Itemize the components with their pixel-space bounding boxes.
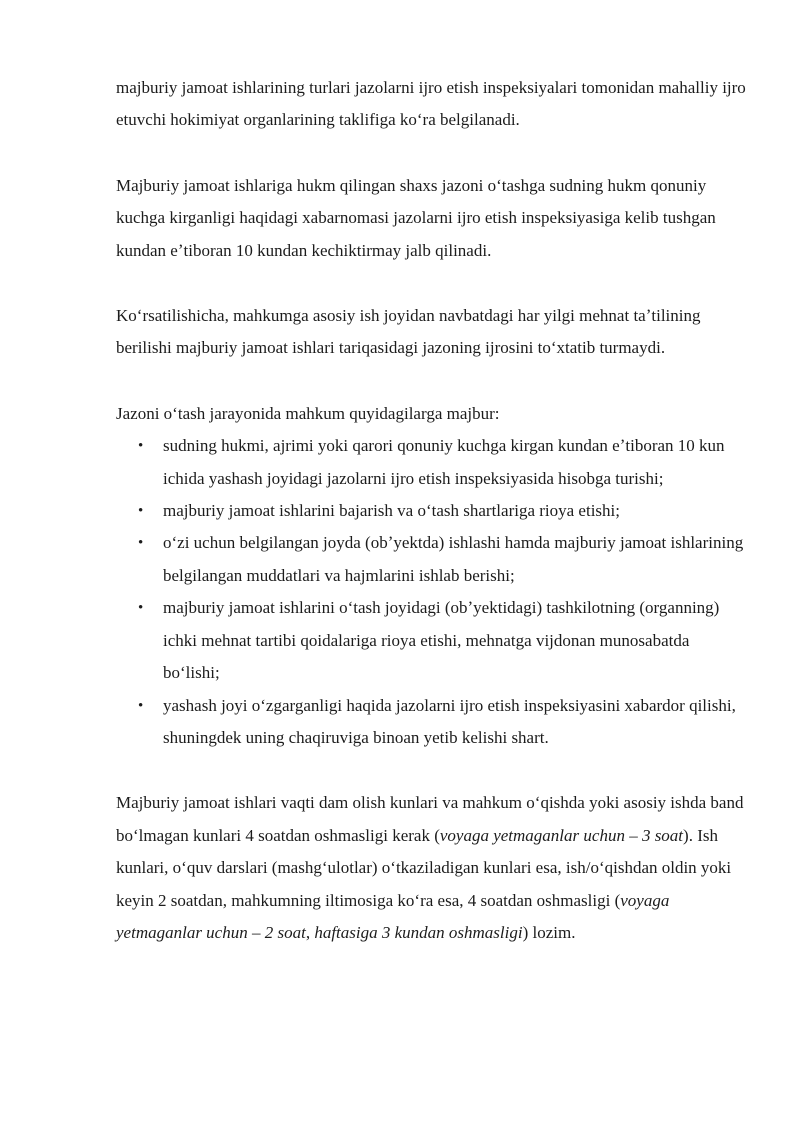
paragraph-annual-leave: Koʻrsatilishicha, mahkumga asosiy ish joyidan navbatdagi har yilgi mehnat taʼtilining berilishi majburiy jamoat ishlari tariqasidagi jazoning ijrosini toʻxtatib turmaydi. [116, 306, 701, 358]
list-item: • oʻzi uchun belgilangan joyda (obʼyektda) ishlashi hamda majburiy jamoat ishlarining belgilangan muddatlari va hajmlarini ishlab berishi; [116, 527, 746, 592]
list-item: • majburiy jamoat ishlarini oʻtash joyidagi (obʼyektidagi) tashkilotning (organning) ichki mehnat tartibi qoidalariga rioya etishi, mehnatga vijdonan munosabatda boʻlishi; [116, 592, 746, 689]
paragraph-gap [116, 137, 746, 170]
paragraph-gap [116, 754, 746, 787]
paragraph-work-types: majburiy jamoat ishlarining turlari jazolarni ijro etish inspeksiyalari tomonidan mahalliy ijro etuvchi hokimiyat organlarining taklifiga koʻra belgilanadi. [116, 78, 746, 130]
paragraph-involvement-deadline: Majburiy jamoat ishlariga hukm qilingan shaxs jazoni oʻtashga sudning hukm qonuniy kuchga kirganligi haqidagi xabarnomasi jazolarni ijro etish inspeksiyasiga kelib tushgan kundan eʼtiboran 10 kundan kechiktirmay jalb qilinadi. [116, 175, 716, 260]
working-hours-text: , [305, 922, 315, 942]
working-hours-minors-note: voyaga yetmaganlar uchun – 2 soat [116, 890, 670, 942]
working-hours-text: ). Ish kunlari, oʻquv darslari (mashgʻulotlar) oʻtkaziladigan kunlari esa, ish/oʻqishdan oldin yoki keyin 2 soatdan, mahkumning iltimosiga koʻra esa, 4 soatdan oshmasligi ( [116, 825, 732, 910]
obligations-list [116, 430, 746, 754]
working-hours-text: Majburiy jamoat ishlari vaqti dam olish kunlari va mahkum oʻqishda yoki asosiy ishda band boʻlmagan kunlari 4 soatdan oshmasligi kerak ( [116, 793, 744, 845]
list-item: • majburiy jamoat ishlarini bajarish va oʻtash shartlariga rioya etishi; [116, 495, 746, 527]
paragraph-gap [116, 267, 746, 300]
working-hours-weekly-note: haftasiga 3 kundan oshmasligi [314, 922, 523, 942]
list-item: • sudning hukmi, ajrimi yoki qarori qonuniy kuchga kirgan kundan eʼtiboran 10 kun ichida yashash joyidagi jazolarni ijro etish inspeksiyasida hisobga turishi; [116, 430, 746, 495]
paragraph-obligations-intro: Jazoni oʻtash jarayonida mahkum quyidagilarga majbur: [116, 403, 500, 423]
working-hours-text: ) lozim. [522, 922, 576, 942]
paragraph-gap [116, 365, 746, 398]
document-page [116, 72, 746, 949]
list-item: • yashash joyi oʻzgarganligi haqida jazolarni ijro etish inspeksiyasini xabardor qilishi, shuningdek uning chaqiruviga binoan yetib kelishi shart. [116, 690, 746, 755]
working-hours-minors-note: voyaga yetmaganlar uchun – 3 soat [439, 825, 684, 845]
paragraph-working-hours [116, 787, 746, 949]
